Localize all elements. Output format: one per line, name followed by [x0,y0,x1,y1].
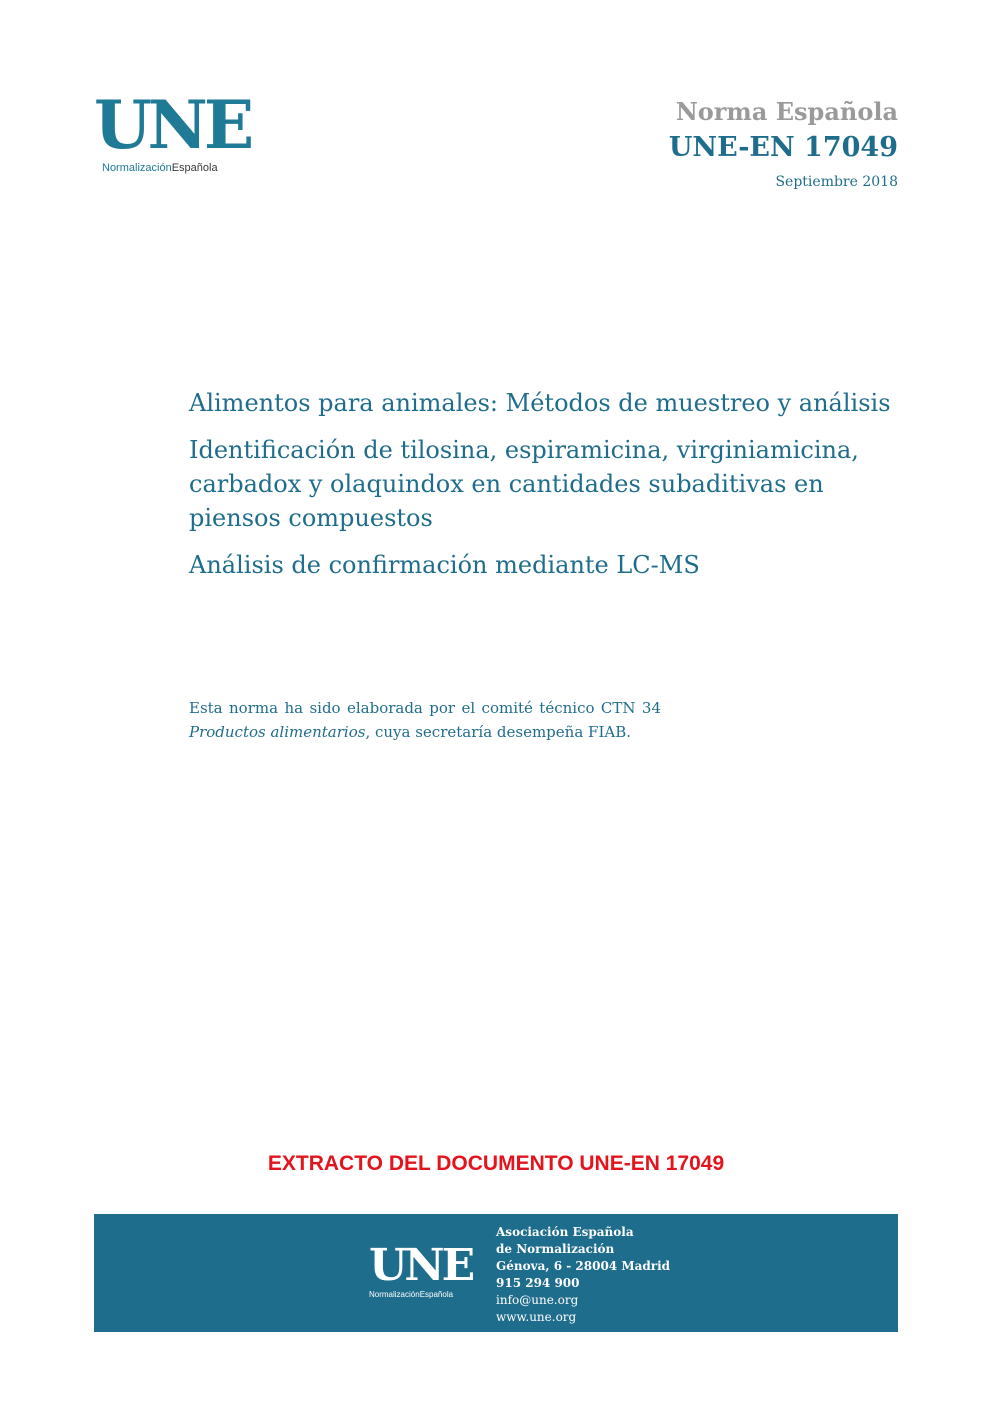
footer-band [94,1214,898,1332]
footer-une-logo [369,1240,489,1299]
footer-tagline-b: Española [419,1290,454,1299]
committee-statement [189,696,661,744]
une-logo [94,86,251,182]
committee-text-after: , cuya secretaría desempeña FIAB. [365,723,631,741]
org-website-link[interactable]: www.une.org [496,1310,577,1324]
org-name-line1: Asociación Española [496,1225,634,1239]
title-method: Análisis de confirmación mediante LC-MS [189,551,700,579]
org-name-line2: de Normalización [496,1242,615,1256]
standard-header [669,96,898,190]
footer-logo-tagline [369,1290,489,1299]
committee-text-before: Esta norma ha sido elaborada por el comité técnico CTN 34 [189,699,661,717]
publication-date: Septiembre 2018 [775,174,898,190]
footer-tagline-a: Normalización [369,1290,420,1299]
footer-logo-mark: UNE [369,1240,473,1291]
une-logo-mark: UNE [94,86,251,164]
title-main: Alimentos para animales: Métodos de muestreo y análisis [189,389,891,417]
logo-tagline-a: Normalización [102,162,172,174]
org-email-link[interactable]: info@une.org [496,1293,579,1307]
extract-notice: EXTRACTO DEL DOCUMENTO UNE-EN 17049 [267,1152,725,1175]
footer-contact-info [496,1224,670,1326]
committee-name: Productos alimentarios [189,723,366,741]
org-address: Génova, 6 - 28004 Madrid [496,1259,671,1273]
org-phone: 915 294 900 [496,1276,580,1290]
title-sub: Identificación de tilosina, espiramicina, virginiamicina, carbadox y olaquindox en cantidades subaditivas en piensos compuestos [189,436,859,532]
document-titles [189,386,899,595]
standard-type-label: Norma Española [675,97,898,126]
standard-code: UNE-EN 17049 [668,132,898,163]
logo-tagline-b: Española [171,162,218,174]
